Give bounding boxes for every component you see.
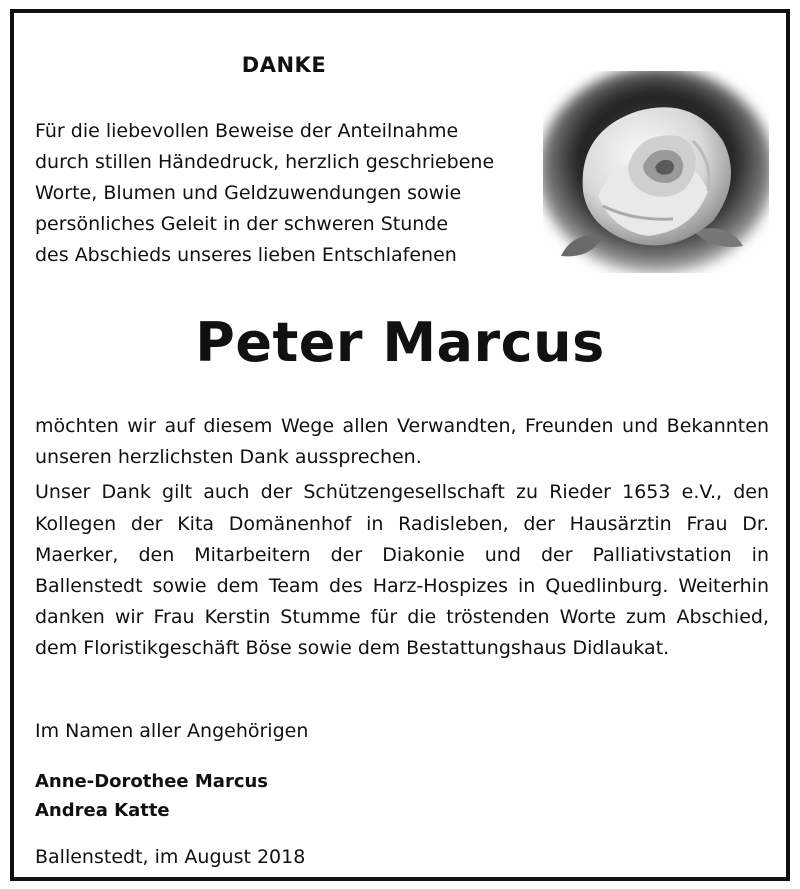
signer-name: Andrea Katte <box>35 800 170 821</box>
rose-image <box>543 71 769 273</box>
paragraph: möchten wir auf diesem Wege allen Verwandten, Freunden und Bekannten unseren herzlichsten Dank aussprechen. <box>35 415 769 469</box>
intro-line: durch stillen Händedruck, herzlich geschriebene <box>35 151 495 173</box>
intro-line: des Abschieds unseres lieben Entschlafenen <box>35 244 457 266</box>
intro-line: persönliches Geleit in der schweren Stunde <box>35 213 449 235</box>
intro-line: Worte, Blumen und Geldzuwendungen sowie <box>35 182 462 204</box>
place-date: Ballenstedt, im August 2018 <box>35 846 306 868</box>
signer-name: Anne-Dorothee Marcus <box>35 771 269 792</box>
obituary-thanks-card <box>10 9 790 881</box>
heading: DANKE <box>241 53 327 77</box>
intro-text <box>35 116 555 271</box>
paragraph: Unser Dank gilt auch der Schützengesellschaft zu Rieder 1653 e.V., den Kollegen der Kita Domänenhof in Radisleben, der Hausärztin Frau Dr. Maerker, den Mitarbeitern der Diakonie und der Palliativstation in Ballenstedt sowie dem Team des Harz-Hospizes in Quedlinburg. Weiterhin danken wir Frau Kerstin Stumme für die tröstenden Worte zum Abschied, dem Floristikgeschäft Böse sowie dem Bestattungshaus Didlaukat. <box>35 481 769 660</box>
deceased-name: Peter Marcus <box>195 311 605 374</box>
closing-line: Im Namen aller Angehörigen <box>35 720 309 742</box>
rose-photo <box>543 71 769 273</box>
thanks-body <box>35 411 769 665</box>
intro-line: Für die liebevollen Beweise der Anteilnahme <box>35 120 459 142</box>
signers <box>35 767 268 825</box>
